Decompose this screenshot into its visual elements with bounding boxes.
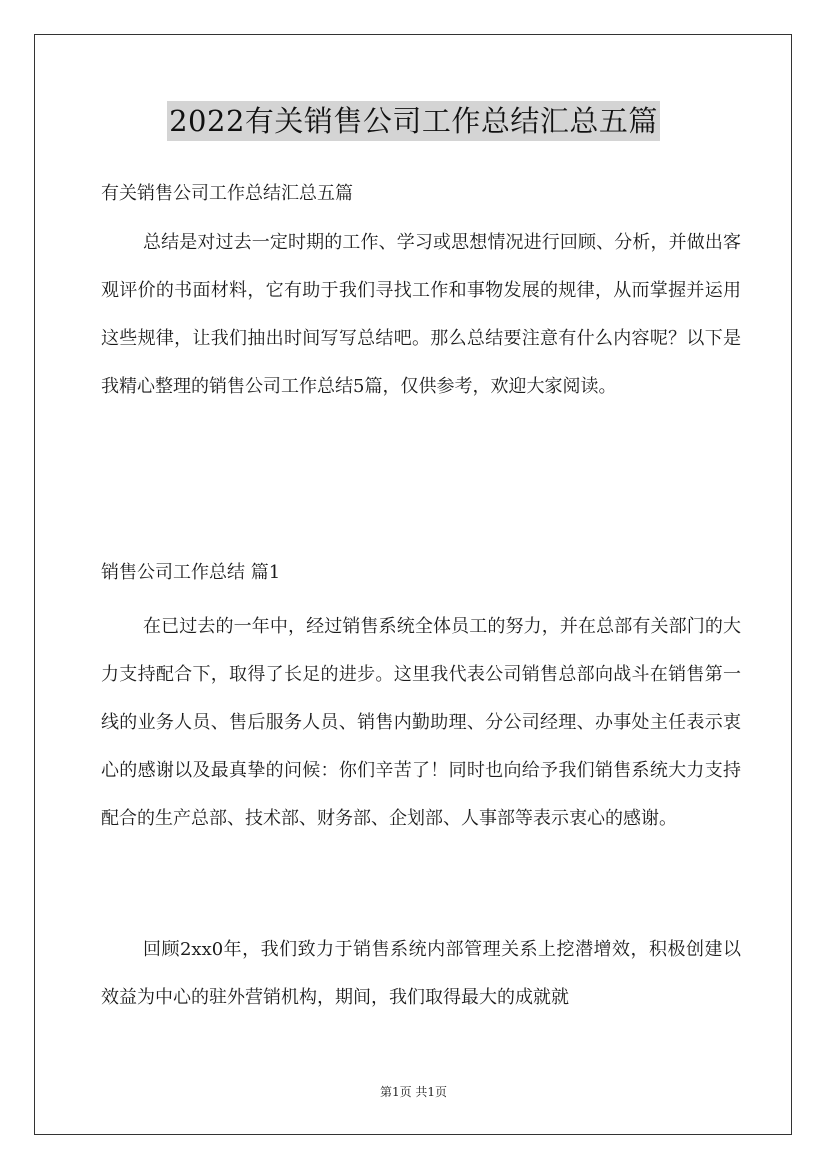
intro-paragraph: 总结是对过去一定时期的工作、学习或思想情况进行回顾、分析，并做出客观评价的书面材料，它有助于我们寻找工作和事物发展的规律，从而掌握并运用这些规律，让我们抽出时间写写总结吧。那么总结要注意有什么内容呢？以下是我精心整理的销售公司工作总结5篇，仅供参考，欢迎大家阅读。 — [101, 232, 741, 397]
section-paragraph-2: 回顾2xx0年，我们致力于销售系统内部管理关系上挖潜增效，积极创建以效益为中心的驻外营销机构，期间，我们取得最大的成就就 — [101, 939, 741, 1008]
title-container — [0, 101, 827, 141]
section-paragraph-1: 在已过去的一年中，经过销售系统全体员工的努力，并在总部有关部门的大力支持配合下，取得了长足的进步。这里我代表公司销售总部向战斗在销售第一线的业务人员、售后服务人员、销售内勤助理、分公司经理、办事处主任表示衷心的感谢以及最真挚的问候：你们辛苦了！同时也向给予我们销售系统大力支持配合的生产总部、技术部、财务部、企划部、人事部等表示衷心的感谢。 — [101, 616, 741, 829]
section-heading: 销售公司工作总结 篇1 — [101, 562, 281, 583]
document-subtitle: 有关销售公司工作总结汇总五篇 — [101, 183, 353, 204]
document-title: 2022有关销售公司工作总结汇总五篇 — [167, 101, 660, 141]
page-footer: 第1页 共1页 — [379, 1085, 448, 1099]
